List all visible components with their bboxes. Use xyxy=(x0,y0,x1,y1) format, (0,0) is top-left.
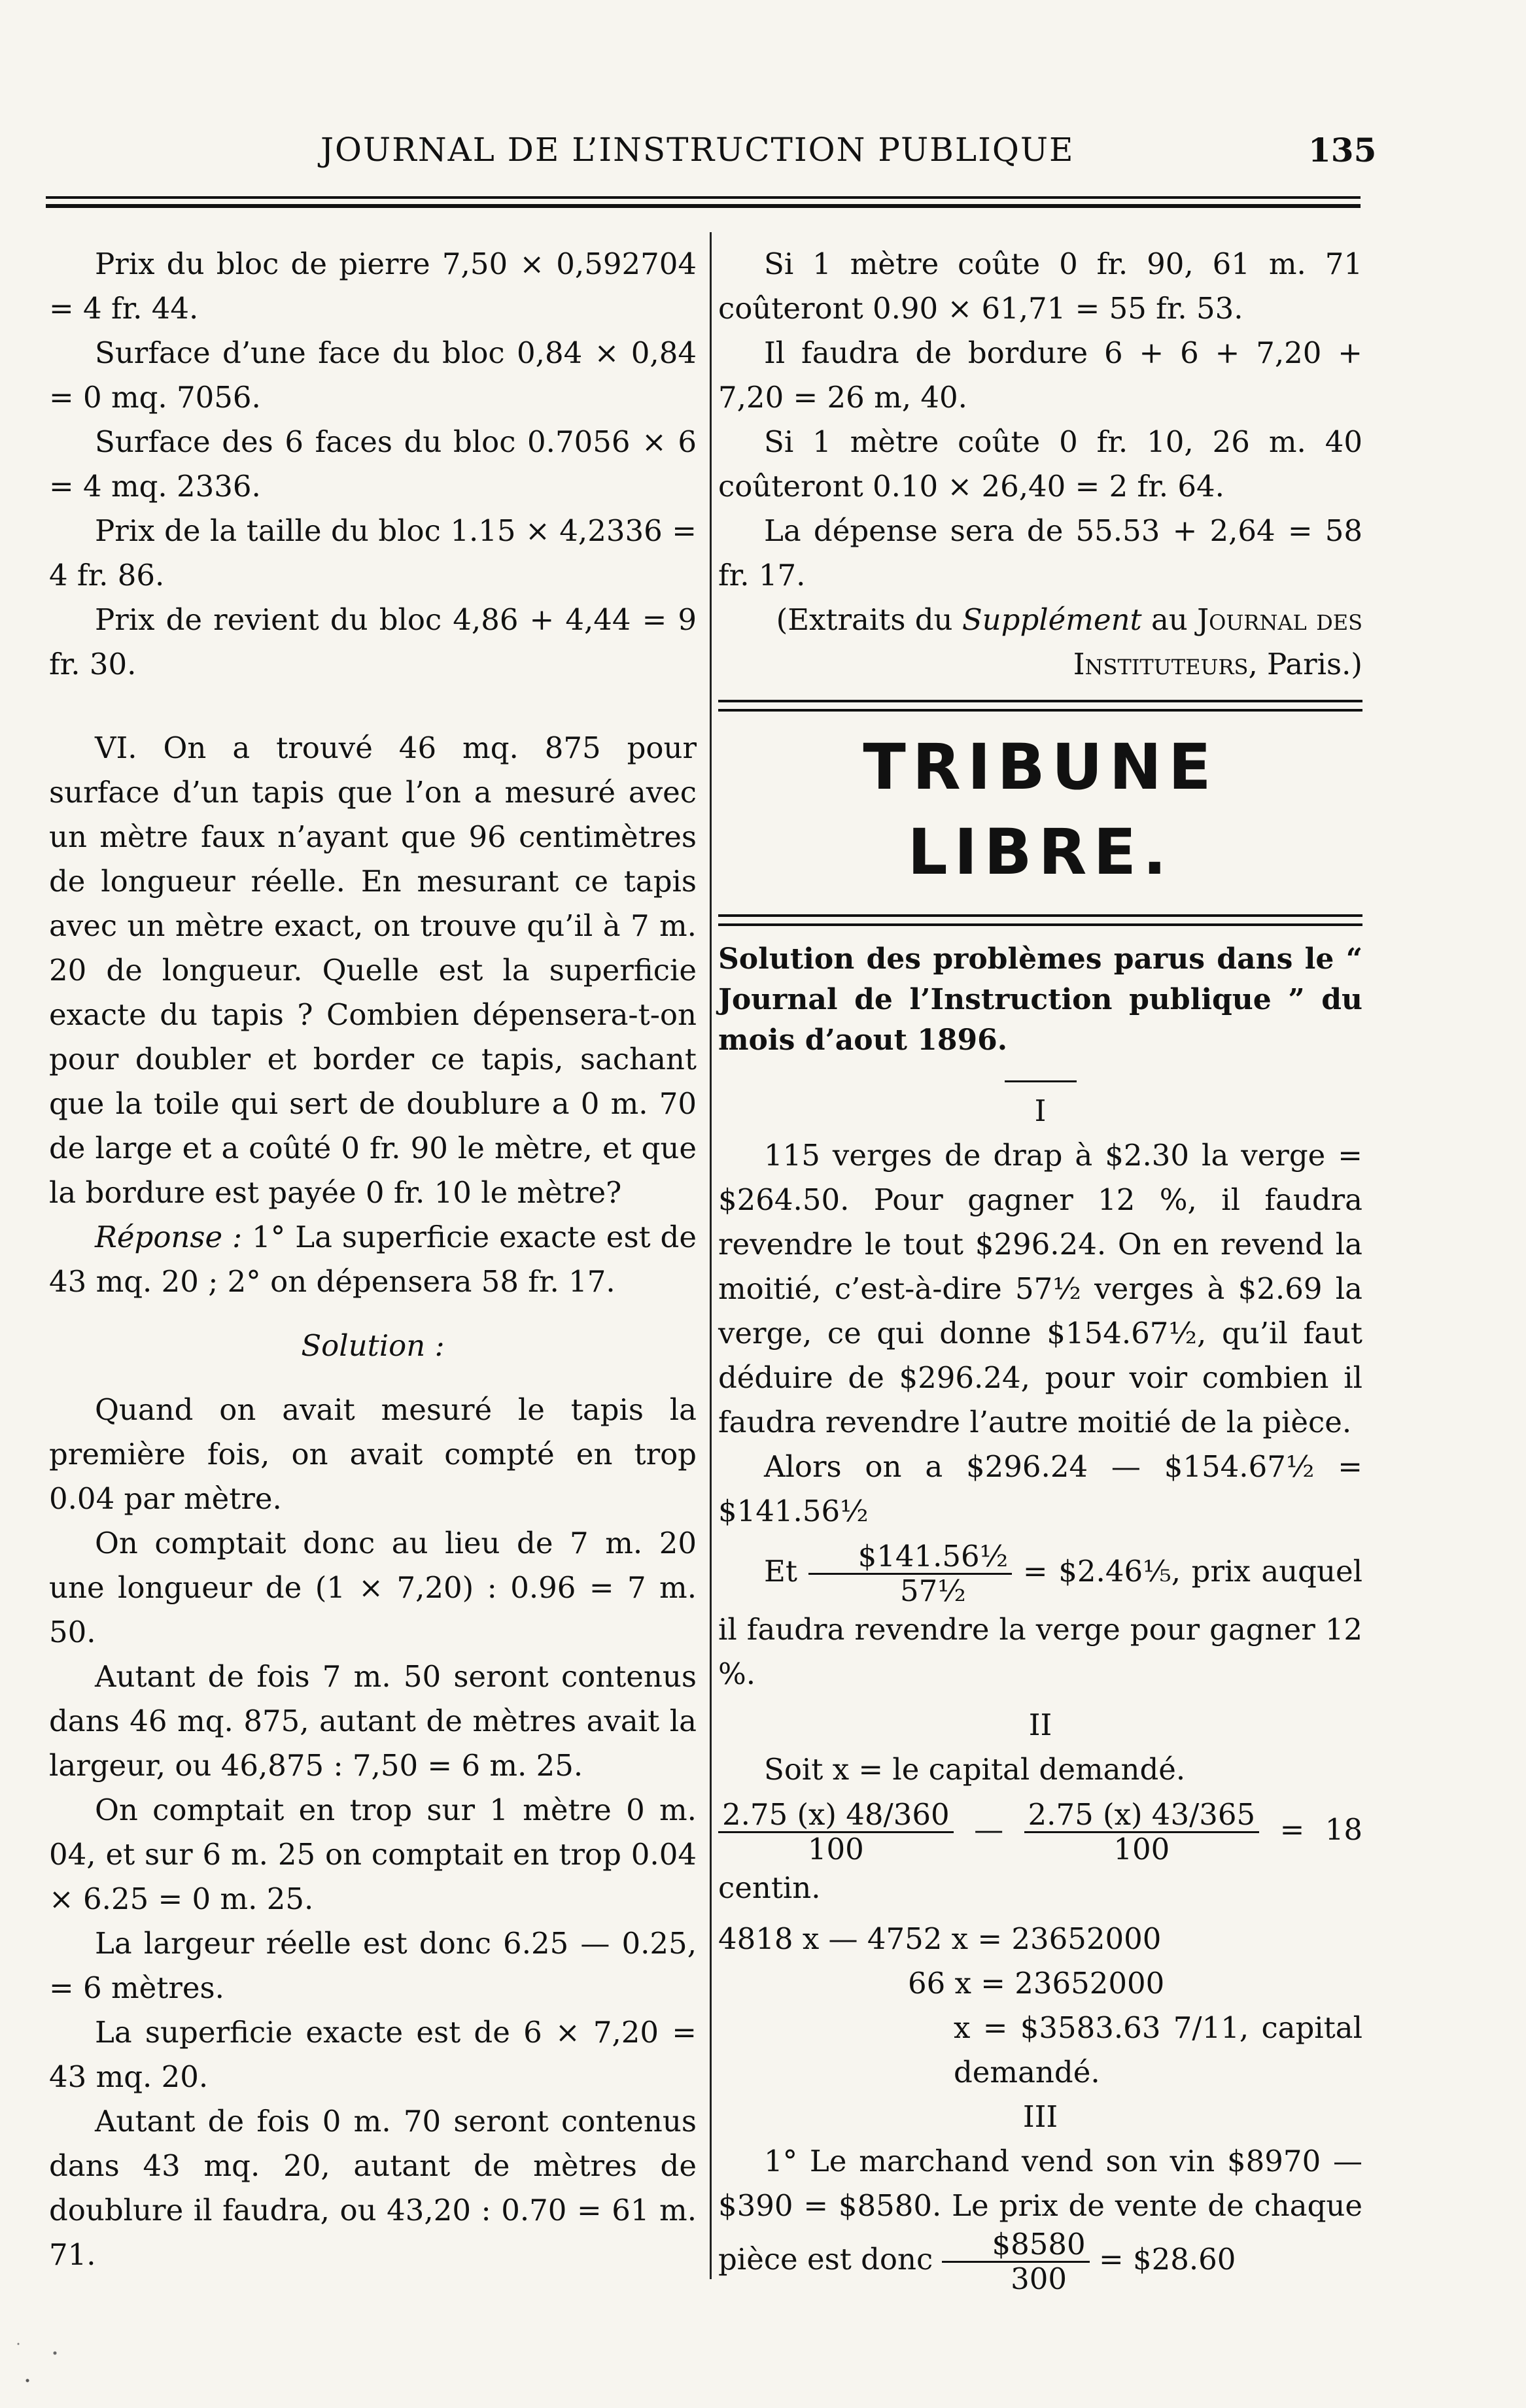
paragraph: La dépense sera de 55.53 + 2,64 = 58 fr. 17. xyxy=(718,513,1362,593)
spacer xyxy=(49,1368,697,1388)
header-rule-thick xyxy=(46,204,1361,208)
paragraph: On comptait en trop sur 1 mètre 0 m. 04, et sur 6 m. 25 on comptait en trop 0.04 × 6.25 = 0 m. 25. xyxy=(49,1793,697,1916)
answer-text: 1° La superficie exacte est de 43 mq. 20 ; 2° on dépensera 58 fr. 17. xyxy=(49,1220,697,1299)
equation: $\frac{2.75 (x) 48/360}{100}$ — $\frac{2.75 (x) 43/365}{100}$ = 18 centin. xyxy=(718,1797,1362,1905)
header-rule-thin xyxy=(46,196,1361,199)
section-rule xyxy=(718,914,1362,933)
paragraph: Quand on avait mesuré le tapis la première fois, on avait compté en trop 0.04 par mètre. xyxy=(49,1392,697,1516)
paragraph: Soit x = le capital demandé. xyxy=(764,1752,1186,1787)
fraction: $\frac{2.75 (x) 48/360}{100}$ xyxy=(718,1798,954,1866)
left-column xyxy=(49,242,697,2277)
paper-speckle xyxy=(0,2316,92,2408)
section-title: TRIBUNE LIBRE. xyxy=(863,731,1218,889)
short-divider xyxy=(1005,1080,1077,1082)
paragraph: Si 1 mètre coûte 0 fr. 10, 26 m. 40 coûteront 0.10 × 26,40 = 2 fr. 64. xyxy=(718,424,1362,504)
solution-heading: Solution des problèmes parus dans le “ Journal de l’Instruction publique ” du mois d’aout 1896. xyxy=(718,942,1362,1057)
paragraph: Il faudra de bordure 6 + 6 + 7,20 + 7,20 = 26 m, 40. xyxy=(718,335,1362,415)
problem-statement: VI. On a trouvé 46 mq. 875 pour surface d’un tapis que l’on a mesuré avec un mètre faux n’ayant que 96 centimètres de longueur réelle. En mesurant ce tapis avec un mètre exact, on trouve qu’il à 7 m. 20 de longueur. Quelle est la superficie exacte du tapis ? Combien dépensera-t-on pour doubler et border ce tapis, sachant que la toile qui sert de doublure a 0 m. 70 de large et a coûté 0 fr. 90 le mètre, et que la bordure est payée 0 fr. 10 le mètre? xyxy=(49,731,697,1210)
paragraph: Surface d’une face du bloc 0,84 × 0,84 = 0 mq. 7056. xyxy=(49,335,697,415)
source-citation: (Extraits du Supplément au Journal des Instituteurs, Paris.) xyxy=(776,602,1362,681)
spacer xyxy=(49,687,697,726)
paragraph: On comptait donc au lieu de 7 m. 20 une longueur de (1 × 7,20) : 0.96 = 7 m. 50. xyxy=(49,1526,697,1649)
section-rule xyxy=(718,700,1362,718)
fraction: $\frac{\text{\$141.56½}}{\text{57½}}$ xyxy=(808,1540,1013,1608)
fraction-line: Et $\frac{\text{\$141.56½}}{\text{57½}}$ = $2.46⅕, prix auquel il faudra revendre la verge pour gagner 12 %. xyxy=(718,1539,1362,1691)
answer xyxy=(49,1215,697,1304)
roman-numeral: II xyxy=(1028,1708,1052,1742)
equation: 4818 x — 4752 x = 23652000 xyxy=(718,1921,1162,1956)
paragraph: Alors on a $296.24 — $154.67½ = $141.56½ xyxy=(718,1449,1362,1528)
answer-label: Réponse : xyxy=(95,1220,243,1254)
column-separator xyxy=(710,232,712,2279)
paragraph: Si 1 mètre coûte 0 fr. 90, 61 m. 71 coûteront 0.90 × 61,71 = 55 fr. 53. xyxy=(718,247,1362,326)
page-header xyxy=(52,131,1377,183)
spacer xyxy=(49,1304,697,1324)
page-number: 135 xyxy=(1308,131,1377,169)
roman-numeral: I xyxy=(1034,1093,1047,1128)
fraction: $\frac{\$8580}{300}$ xyxy=(942,2228,1089,2296)
paragraph: Prix de revient du bloc 4,86 + 4,44 = 9 fr. 30. xyxy=(49,602,697,681)
roman-numeral: III xyxy=(1022,2099,1058,2134)
paragraph: La largeur réelle est donc 6.25 — 0.25, = 6 mètres. xyxy=(49,1926,697,2005)
paragraph: Surface des 6 faces du bloc 0.7056 × 6 = 4 mq. 2336. xyxy=(49,424,697,504)
equation: x = $3583.63 7/11, capital demandé. xyxy=(954,2010,1362,2090)
right-column xyxy=(718,242,1362,2296)
equation: 66 x = 23652000 xyxy=(908,1966,1165,2001)
paragraph: Prix de la taille du bloc 1.15 × 4,2336 = 4 fr. 86. xyxy=(49,513,697,593)
paragraph: 1° Le marchand vend son vin $8970 — $390 = $8580. Le prix de vente de chaque pièce est donc $\frac{\$8580}{300}$ = $28.60 xyxy=(718,2144,1362,2296)
paragraph: Prix du bloc de pierre 7,50 × 0,592704 = 4 fr. 44. xyxy=(49,247,697,326)
paragraph: La superficie exacte est de 6 × 7,20 = 43 mq. 20. xyxy=(49,2015,697,2094)
fraction: $\frac{2.75 (x) 43/365}{100}$ xyxy=(1024,1798,1260,1866)
running-title: JOURNAL DE L’INSTRUCTION PUBLIQUE xyxy=(321,131,1075,169)
solution-label: Solution : xyxy=(301,1328,445,1363)
paragraph: 115 verges de drap à $2.30 la verge = $264.50. Pour gagner 12 %, il faudra revendre le tout $296.24. On en revend la moitié, c’est-à-dire 57½ verges à $2.69 la verge, ce qui donne $154.67½, qu’il faut déduire de $296.24, pour voir combien il faudra revendre l’autre moitié de la pièce. xyxy=(718,1138,1362,1439)
paragraph: Autant de fois 0 m. 70 seront contenus dans 43 mq. 20, autant de mètres de doublure il faudra, ou 43,20 : 0.70 = 61 m. 71. xyxy=(49,2104,697,2272)
paragraph: Autant de fois 7 m. 50 seront contenus dans 46 mq. 875, autant de mètres avait la largeur, ou 46,875 : 7,50 = 6 m. 25. xyxy=(49,1659,697,1783)
